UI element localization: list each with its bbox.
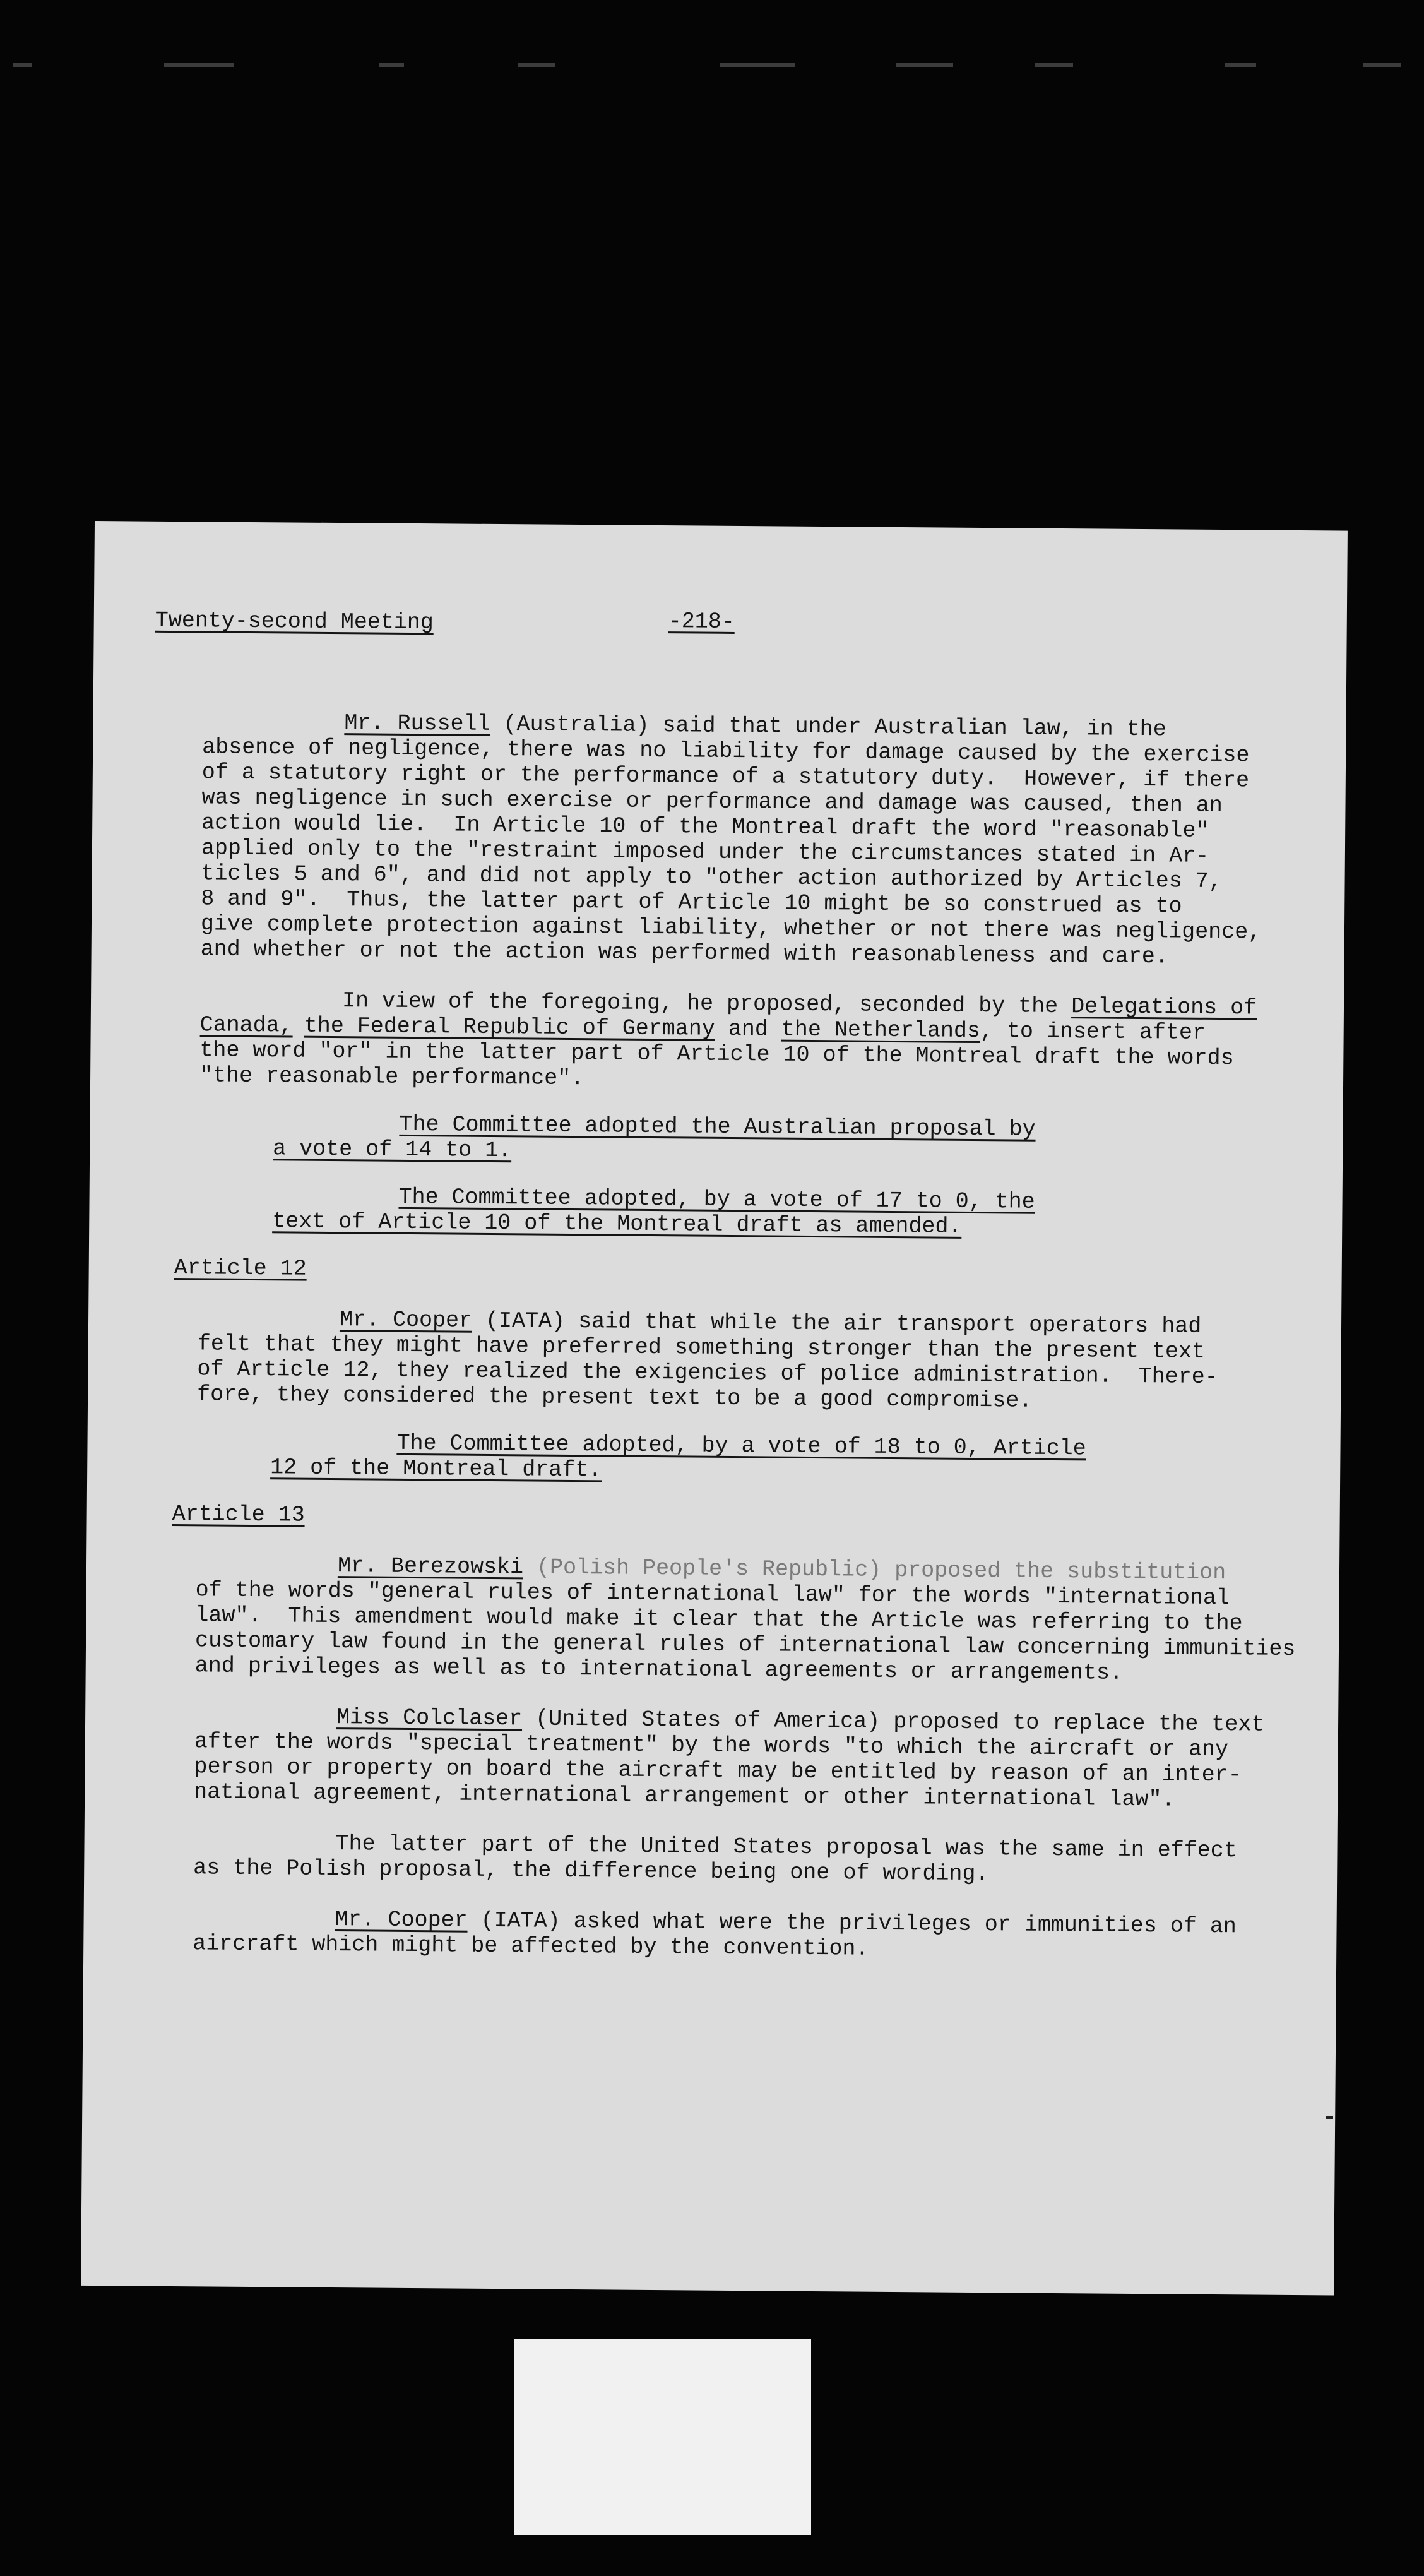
paragraph-line: of Article 12, they realized the exigencies of police administration. There- [197, 1356, 1218, 1390]
section-heading: Article 13 [172, 1501, 305, 1528]
paragraph-line: ticles 5 and 6", and did not apply to "other action authorized by Articles 7, [201, 861, 1222, 895]
scan-artifact [1225, 63, 1256, 67]
paragraph-line: give complete protection against liability, whether or not there was negligence, [200, 911, 1262, 945]
scan-artifact [896, 63, 953, 67]
scan-artifact [1035, 63, 1073, 67]
paragraph-line: 8 and 9". Thus, the latter part of Article 10 might be so construed as to [201, 886, 1182, 919]
decision-line: The Committee adopted, by a vote of 17 to 0, the [398, 1184, 1035, 1215]
scan-artifact [1326, 2116, 1333, 2119]
paragraph-line: fore, they considered the present text to be a good compromise. [196, 1381, 1033, 1414]
paragraph-line: felt that they might have preferred something stronger than the present text [197, 1331, 1206, 1364]
speaker-name: Miss Colclaser [336, 1705, 523, 1732]
paragraph-line: aircraft which might be affected by the convention. [193, 1931, 869, 1962]
paragraph-line: and privileges as well as to international agreements or arrangements. [194, 1653, 1124, 1686]
paragraph-line: Mr. Russell (Australia) said that under Australian law, in the [344, 710, 1166, 742]
decision-line: The Committee adopted the Australian proposal by [399, 1111, 1036, 1142]
scan-artifact [379, 63, 404, 67]
paragraph-line: person or property on board the aircraft may be entitled by reason of an inter- [194, 1754, 1242, 1788]
paragraph-line: absence of negligence, there was no liability for damage caused by the exercise [202, 734, 1250, 768]
scan-artifact [720, 63, 795, 67]
speaker-name: Mr. Cooper [335, 1907, 468, 1933]
paragraph-line: as the Polish proposal, the difference being one of wording. [193, 1855, 989, 1887]
paragraph-line: Canada, the Federal Republic of Germany and the Netherlands, to insert after [199, 1012, 1206, 1046]
paragraph-line: national agreement, international arrangement or other international law". [194, 1779, 1175, 1813]
paragraph-line: "the reasonable performance". [199, 1063, 584, 1092]
paragraph-line: Mr. Cooper (IATA) said that while the air transport operators had [339, 1307, 1202, 1339]
scan-artifact [518, 63, 555, 67]
speaker-name: Mr. Cooper [339, 1307, 473, 1333]
decision-line: 12 of the Montreal draft. [270, 1455, 602, 1483]
scan-artifact [164, 63, 234, 67]
paragraph-line: of the words "general rules of international law" for the words "international [195, 1577, 1230, 1611]
speaker-name: Mr. Russell [344, 710, 490, 737]
decision-line: The Committee adopted, by a vote of 18 to 0, Article [396, 1430, 1086, 1462]
paragraph-line: of a statutory right or the performance of a statutory duty. However, if there [201, 760, 1250, 794]
decision-line: a vote of 14 to 1. [273, 1136, 512, 1164]
paragraph-line: customary law found in the general rules of international law concerning immunities [194, 1628, 1296, 1662]
paragraph-line: In view of the foregoing, he proposed, seconded by the Delegations of [341, 988, 1257, 1021]
paragraph-line: Miss Colclaser (United States of America) proposed to replace the text [336, 1705, 1265, 1738]
paragraph-line: Mr. Berezowski (Polish People's Republic) proposed the substitution [337, 1553, 1226, 1586]
scan-artifact [1363, 63, 1401, 67]
page-number: -218- [668, 609, 735, 635]
section-heading: Article 12 [174, 1255, 307, 1282]
delegations-link: Delegations of [1071, 994, 1257, 1021]
paragraph-line: applied only to the "restraint imposed under the circumstances stated in Ar- [201, 835, 1209, 869]
blank-target-card [514, 2339, 811, 2535]
paragraph-line: Mr. Cooper (IATA) asked what were the privileges or immunities of an [335, 1907, 1237, 1940]
meeting-title: Twenty-second Meeting [155, 607, 434, 636]
paragraph-line: law". This amendment would make it clear that the Article was referring to the [195, 1602, 1243, 1637]
paragraph-line: action would lie. In Article 10 of the Montreal draft the word "reasonable" [201, 810, 1209, 844]
decision-line: text of Article 10 of the Montreal draft as amended. [272, 1208, 962, 1239]
document-page [81, 521, 1348, 2296]
paragraph-line: the word "or" in the latter part of Article 10 of the Montreal draft the words [199, 1037, 1234, 1071]
paragraph-line: The latter part of the United States proposal was the same in effect [335, 1831, 1237, 1864]
speaker-name: Mr. Berezowski [337, 1553, 524, 1580]
scan-artifact [13, 63, 32, 67]
paragraph-line: after the words "special treatment" by the words "to which the aircraft or any [194, 1729, 1229, 1763]
paragraph-line: was negligence in such exercise or performance and damage was caused, then an [201, 785, 1223, 819]
paragraph-line: and whether or not the action was performed with reasonableness and care. [200, 936, 1169, 970]
